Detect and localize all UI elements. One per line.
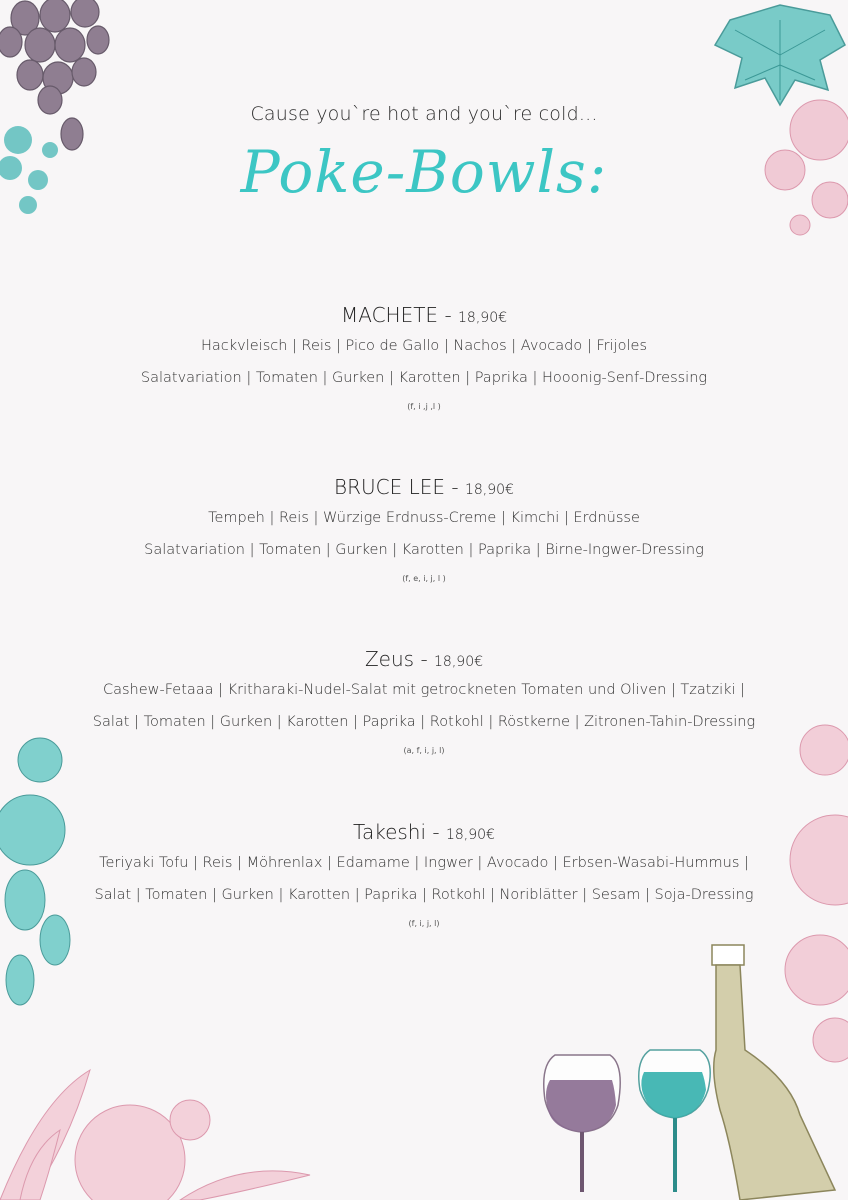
- menu-item: [0, 817, 848, 931]
- menu-item-separator: -: [451, 475, 459, 499]
- page-title: Poke-Bowls:: [240, 138, 608, 206]
- menu-item-name: BRUCE LEE: [334, 475, 446, 499]
- menu-item-ingredients-line-1: Tempeh | Reis | Würzige Erdnuss-Creme | Kimchi | Erdnüsse: [208, 510, 640, 526]
- menu-item-allergens: (f, e, i, j, l ): [402, 574, 446, 583]
- teal-wine-glass-icon: [639, 1050, 710, 1192]
- menu-item-price: 18,90€: [458, 310, 508, 326]
- menu-item: [0, 300, 848, 414]
- menu-item-ingredients-line-2: Salatvariation | Tomaten | Gurken | Karotten | Paprika | Hooonig-Senf-Dressing: [140, 370, 708, 386]
- tagline: Cause you`re hot and you`re cold...: [250, 103, 598, 125]
- menu-item: [0, 644, 848, 758]
- menu-item-separator: -: [432, 820, 440, 844]
- menu-item-ingredients-line-2: Salat | Tomaten | Gurken | Karotten | Paprika | Rotkohl | Noriblätter | Sesam | Soja-Dressing: [94, 887, 754, 903]
- menu-item-price: 18,90€: [445, 827, 495, 843]
- menu-item-price: 18,90€: [434, 654, 484, 670]
- menu-item-header: [0, 817, 848, 847]
- menu-item-ingredients-line-1: Cashew-Fetaaa | Kritharaki-Nudel-Salat mit getrockneten Tomaten und Oliven | Tzatziki |: [102, 682, 746, 698]
- menu-item-header: [0, 300, 848, 330]
- red-wine-glass-icon: [544, 1055, 620, 1192]
- menu-item: [0, 472, 848, 586]
- menu-item-name: Takeshi: [353, 820, 427, 844]
- menu-item-separator: -: [420, 647, 428, 671]
- menu-item-allergens: (a, f, i, j, l): [403, 746, 445, 755]
- menu-item-ingredients-line-1: Hackvleisch | Reis | Pico de Gallo | Nachos | Avocado | Frijoles: [200, 338, 648, 354]
- menu-item-allergens: (f, i ,j ,l ): [407, 402, 441, 411]
- wine-illustration: [540, 940, 848, 1200]
- menu-item-price: 18,90€: [464, 482, 514, 498]
- menu-item-separator: -: [444, 303, 452, 327]
- menu-item-header: [0, 644, 848, 674]
- menu-item-name: Zeus: [364, 647, 415, 671]
- menu-item-name: MACHETE: [340, 303, 439, 327]
- menu-item-ingredients-line-2: Salat | Tomaten | Gurken | Karotten | Paprika | Rotkohl | Röstkerne | Zitronen-Tahin-Dressing: [92, 714, 756, 730]
- pink-flowers-bottom-left: [0, 1010, 320, 1200]
- menu-item-ingredients-line-1: Teriyaki Tofu | Reis | Möhrenlax | Edamame | Ingwer | Avocado | Erbsen-Wasabi-Hummus |: [99, 855, 749, 871]
- menu-item-header: [0, 472, 848, 502]
- wine-bottle-icon: [712, 945, 835, 1200]
- menu-item-allergens: (f, i, j, l): [408, 919, 440, 928]
- menu-item-ingredients-line-2: Salatvariation | Tomaten | Gurken | Karotten | Paprika | Birne-Ingwer-Dressing: [144, 542, 704, 558]
